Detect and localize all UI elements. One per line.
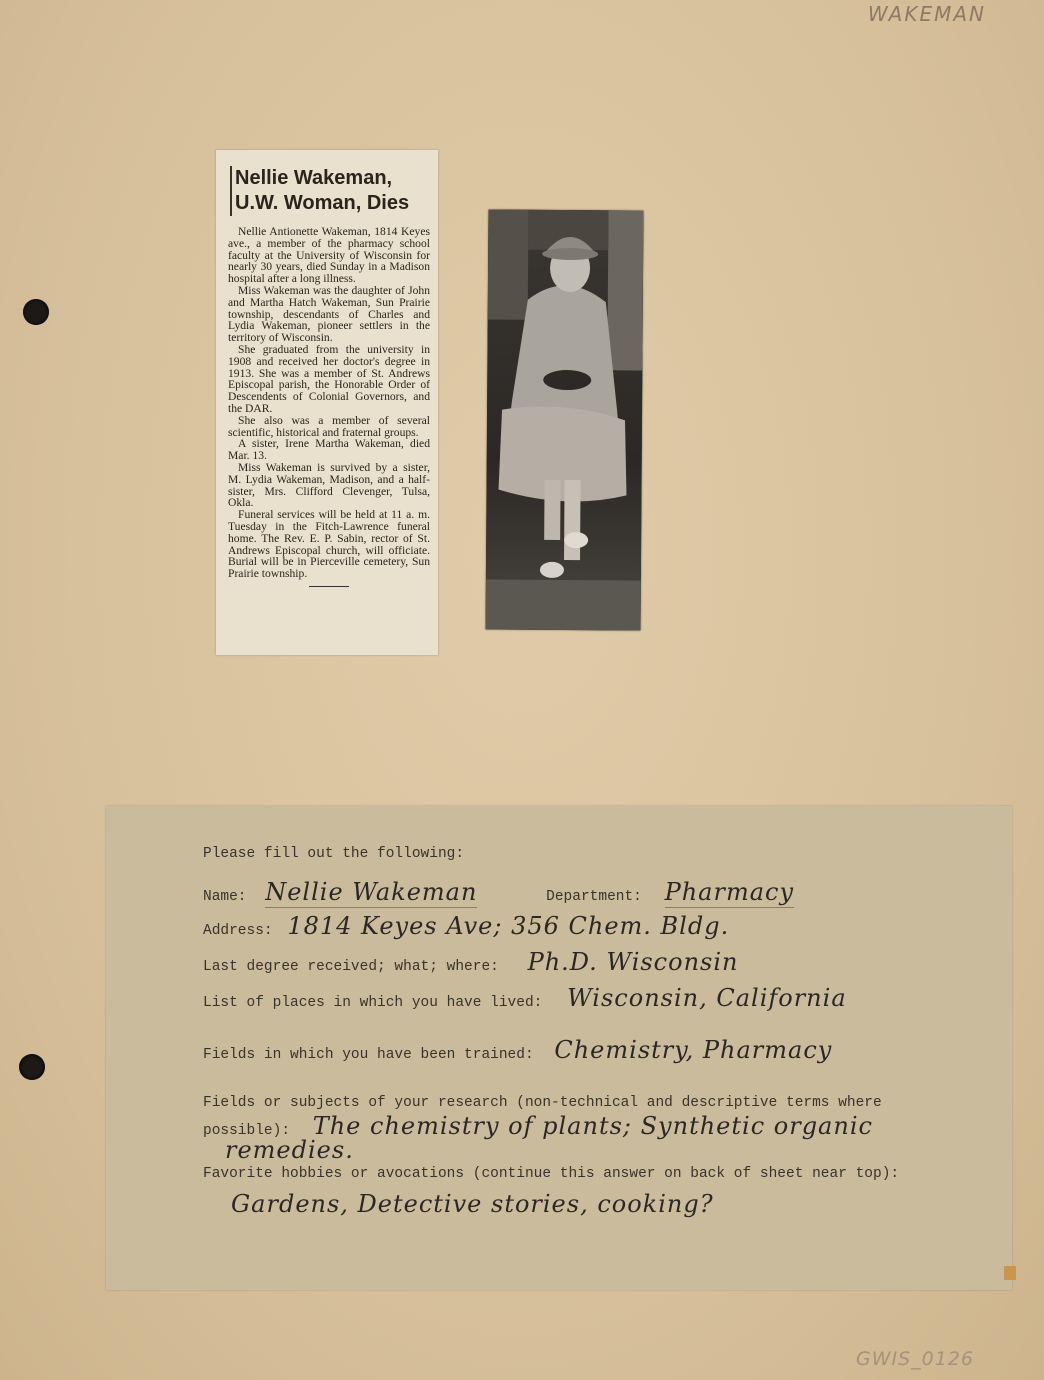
- hobbies-row: [203, 1190, 714, 1218]
- fields-value: Chemistry, Pharmacy: [554, 1036, 833, 1064]
- form-intro: Please fill out the following:: [203, 846, 465, 862]
- places-label: List of places in which you have lived:: [203, 995, 543, 1011]
- corner-name-label: WAKEMAN: [867, 2, 986, 26]
- department-value: Pharmacy: [664, 878, 795, 906]
- degree-value: Ph.D. Wisconsin: [527, 948, 739, 976]
- address-label: Address:: [203, 923, 273, 939]
- name-value: Nellie Wakeman: [265, 878, 478, 906]
- address-value: 1814 Keyes Ave; 356 Chem. Bldg.: [287, 912, 730, 940]
- clipping-paragraph: Funeral services will be held at 11 a. m. Tuesday in the Fitch-Lawrence funeral home. The Rev. E. P. Sabin, rector of St. Andrews Episcopal church, will officiate. Burial will be in Pierceville cemetery, Sun Prairie township.: [228, 508, 430, 581]
- headline-line-1: Nellie Wakeman,: [235, 167, 393, 189]
- fields-label: Fields in which you have been trained:: [203, 1047, 534, 1063]
- clipping-paragraph: She also was a member of several scientific, historical and fraternal groups.: [228, 413, 430, 439]
- research-row-2: [203, 1136, 354, 1164]
- places-row: [203, 984, 847, 1012]
- research-value-line-1: The chemistry of plants; Synthetic organic: [312, 1112, 873, 1140]
- address-row: [203, 912, 729, 940]
- archive-id-label: GWIS_0126: [855, 1348, 974, 1370]
- name-row: [203, 878, 794, 906]
- headline-line-2: U.W. Woman, Dies: [235, 192, 410, 214]
- clipping-paragraph: Miss Wakeman was the daughter of John and Martha Hatch Wakeman, Sun Prairie township, descendants of Charles and Lydia Wakeman, pioneer settlers in the territory of Wisconsin.: [228, 283, 430, 345]
- clipping-end-rule: [309, 586, 349, 587]
- punch-hole-bottom: [19, 1054, 45, 1080]
- portrait-photo-image: [486, 209, 644, 630]
- research-value-line-2: remedies.: [225, 1136, 354, 1164]
- portrait-photo: [486, 209, 644, 630]
- degree-label: Last degree received; what; where:: [203, 959, 499, 975]
- clipping-paragraph: A sister, Irene Martha Wakeman, died Mar. 13.: [228, 437, 430, 463]
- research-label-line-2: possible):: [203, 1123, 291, 1139]
- research-label-line-1: Fields or subjects of your research (non-technical and descriptive terms where: [203, 1095, 882, 1111]
- clipping-paragraph: Nellie Antionette Wakeman, 1814 Keyes ave., a member of the pharmacy school faculty at the University of Wisconsin for nearly 30 years, died Sunday in a Madison hospital after a long illness.: [228, 225, 430, 286]
- fields-row: [203, 1036, 832, 1064]
- hobbies-value: Gardens, Detective stories, cooking?: [231, 1190, 714, 1218]
- clipping-headline: [230, 166, 430, 216]
- clipping-paragraph: Miss Wakeman is survived by a sister, M. Lydia Wakeman, Madison, and a half-sister, Mrs. Clifford Clevenger, Tulsa, Okla.: [228, 460, 430, 510]
- clipping-paragraph: She graduated from the university in 1908 and received her doctor's degree in 1913. She was a member of St. Andrews Episcopal parish, the Honorable Order of Descendents of Colonial Governors, and the DAR.: [228, 342, 430, 415]
- degree-row: [203, 948, 738, 976]
- questionnaire-card: [106, 806, 1012, 1290]
- punch-hole-top: [23, 299, 49, 325]
- places-value: Wisconsin, California: [567, 984, 847, 1012]
- department-label: Department:: [546, 889, 642, 905]
- obituary-clipping: [216, 150, 438, 655]
- card-corner-tab: [1004, 1266, 1016, 1280]
- hobbies-label: Favorite hobbies or avocations (continue this answer on back of sheet near top):: [203, 1166, 900, 1182]
- name-label: Name:: [203, 889, 247, 905]
